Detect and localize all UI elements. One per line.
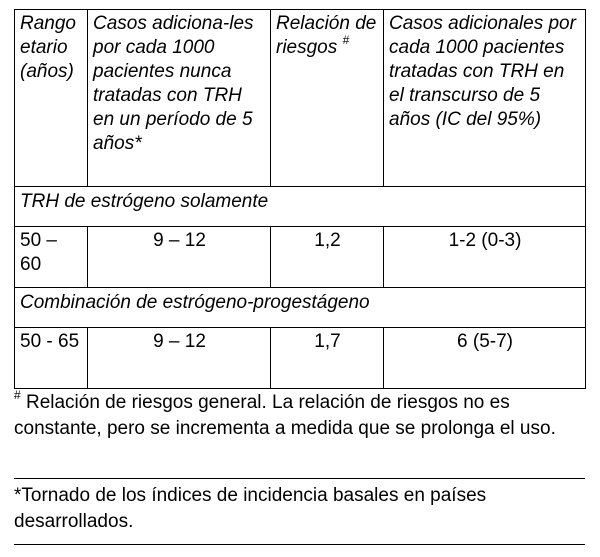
- footnote-risk-ratio: [14, 387, 585, 442]
- table-header-row: [15, 10, 586, 187]
- section-title-combination: Combinación de estrógeno-progestágeno: [15, 288, 586, 328]
- header-cases-untreated: Casos adiciona-les por cada 1000 pacientes nunca tratadas con TRH en un período de 5 años*: [88, 10, 271, 187]
- footnote-divider: [14, 478, 585, 479]
- header-risk-ratio-mark: #: [342, 32, 350, 47]
- header-cases-treated: Casos adicionales por cada 1000 pacientes tratadas con TRH en el transcurso de 5 años (IC del 95%): [384, 10, 586, 187]
- bottom-divider: [14, 544, 585, 545]
- footnote-risk-ratio-text: Relación de riesgos general. La relación de riesgos no es constante, pero se incrementa a medida que se prolonga el uso.: [14, 392, 556, 439]
- header-risk-ratio-label: Relación de riesgos: [276, 13, 377, 58]
- section-row-combination: [15, 288, 586, 328]
- incidence-table: [14, 9, 586, 389]
- footnote-source: *Tornado de los índices de incidencia basales en países desarrollados.: [14, 485, 487, 532]
- cell-age-range: 50 - 65: [15, 328, 88, 389]
- cell-cases-treated: 1-2 (0-3): [384, 227, 586, 288]
- section-row-estrogen-only: [15, 187, 586, 227]
- cell-risk-ratio: 1,2: [271, 227, 384, 288]
- cell-risk-ratio: 1,7: [271, 328, 384, 389]
- footnote-mark: #: [14, 387, 21, 402]
- table-row: [15, 227, 586, 288]
- section-title-estrogen-only: TRH de estrógeno solamente: [15, 187, 586, 227]
- cell-cases-treated: 6 (5-7): [384, 328, 586, 389]
- cell-cases-untreated: 9 – 12: [88, 227, 271, 288]
- table-row: [15, 328, 586, 389]
- header-risk-ratio: [271, 10, 384, 187]
- cell-age-range: 50 – 60: [15, 227, 88, 288]
- header-age-range: Rango etario (años): [15, 10, 88, 187]
- cell-cases-untreated: 9 – 12: [88, 328, 271, 389]
